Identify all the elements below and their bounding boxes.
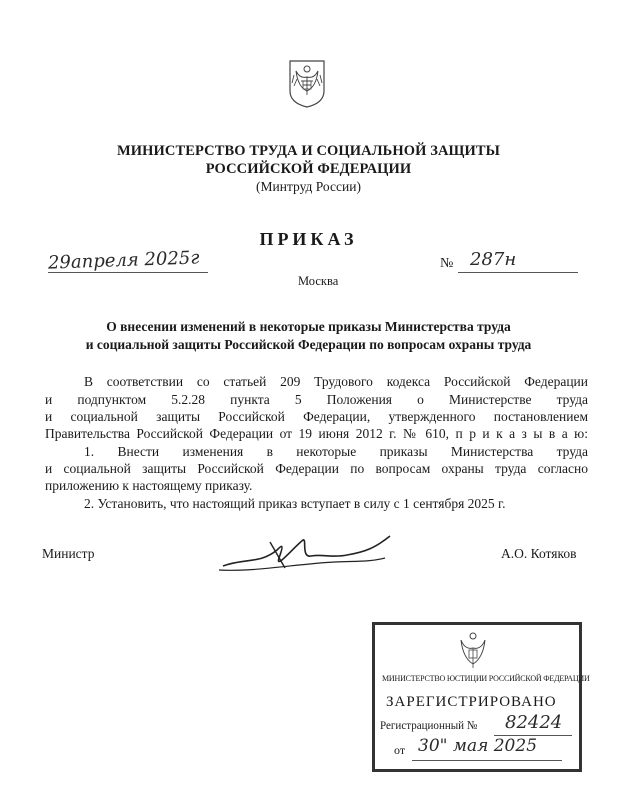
handwritten-number: 287н (470, 249, 517, 270)
paragraph-2-line2: и социальной защиты Российской Федерации по вопросам охраны труда согласно (45, 461, 588, 476)
subject-line1: О внесении изменений в некоторые приказы Министерства труда (106, 319, 511, 334)
number-underline (458, 272, 578, 273)
paragraph-3-line1: 2. Установить, что настоящий приказ вступает в силу с 1 сентября 2025 г. (84, 496, 506, 511)
handwritten-date: 29апреля 2025г (47, 247, 200, 274)
paragraph-1-line3: и социальной защиты Российской Федерации, утвержденного постановлением (45, 409, 588, 424)
signatory-position: Министр (42, 546, 95, 561)
stamp-reg-number: 82424 (505, 712, 563, 733)
ministry-name-line1: МИНИСТЕРСТВО ТРУДА И СОЦИАЛЬНОЙ ЗАЩИТЫ (116, 143, 501, 159)
ministry-short-name: (Минтруд России) (256, 179, 361, 194)
paragraph-1-line1: В соответствии со статьей 209 Трудового кодекса Российской Федерации (84, 374, 588, 389)
paragraph-2-line1: 1. Внести изменения в некоторые приказы Министерства труда (84, 444, 588, 459)
stamp-reg-label: Регистрационный № (380, 718, 478, 732)
date-underline (48, 272, 208, 273)
stamp-date-prefix: от (394, 743, 406, 757)
stamp-date-handwritten: 30" мая 2025 (418, 736, 538, 756)
stamp-emblem-icon (457, 630, 489, 670)
paragraph-1-line4: Правительства Российской Федерации от 19 июня 2012 г. № 610, п р и к а з ы в а ю: (45, 426, 588, 441)
stamp-date-underline (412, 760, 562, 761)
city: Москва (298, 274, 339, 288)
number-label: № (440, 256, 454, 271)
paragraph-1-line2: и подпунктом 5.2.28 пункта 5 Положения о Министерстве труда (45, 392, 588, 407)
stamp-registered: ЗАРЕГИСТРИРОВАНО (386, 694, 557, 710)
stamp-ministry: МИНИСТЕРСТВО ЮСТИЦИИ РОССИЙСКОЙ ФЕДЕРАЦИИ (382, 674, 590, 683)
paragraph-2-line3: приложению к настоящему приказу. (45, 478, 253, 493)
document-title: ПРИКАЗ (259, 229, 358, 249)
handwritten-signature (215, 528, 405, 578)
ministry-name-line2: РОССИЙСКОЙ ФЕДЕРАЦИИ (205, 161, 412, 177)
signatory-name: А.О. Котяков (501, 546, 577, 561)
subject-line2: и социальной защиты Российской Федерации по вопросам охраны труда (85, 337, 532, 352)
state-emblem-icon (288, 57, 326, 109)
